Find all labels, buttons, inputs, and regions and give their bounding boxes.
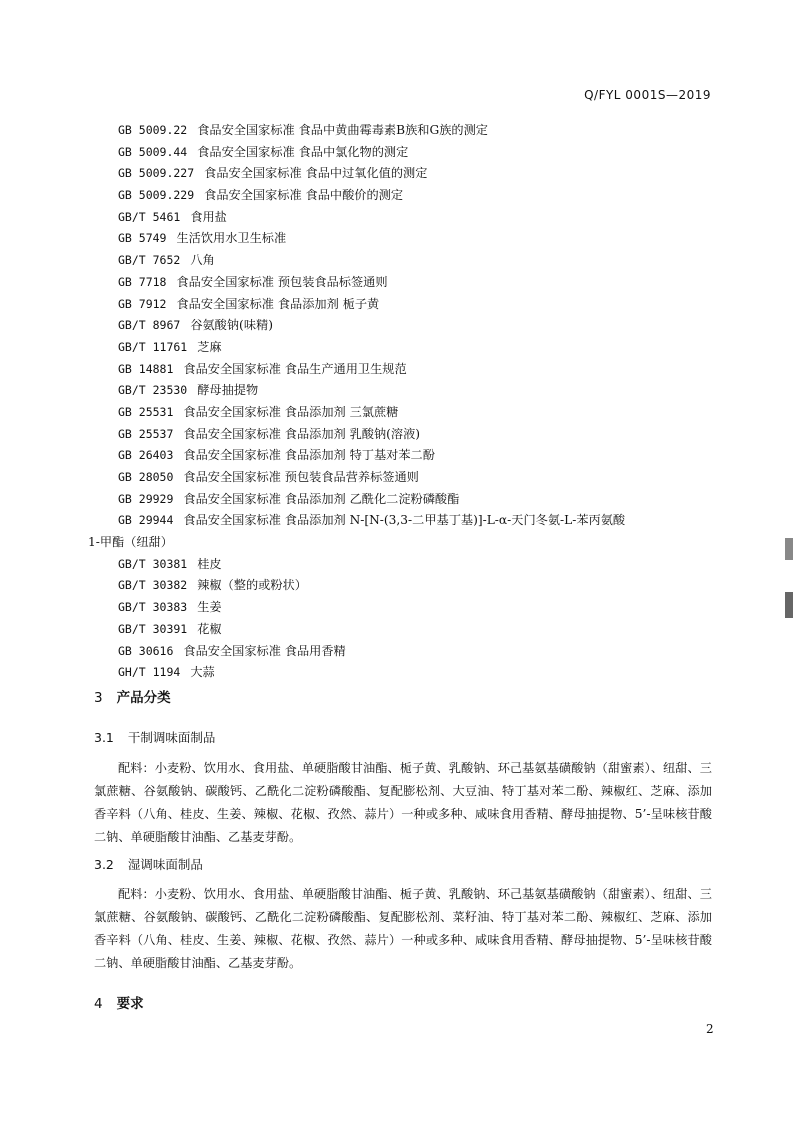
reference-code: GB/T 11761 [118,339,188,354]
reference-title: 食品安全国家标准 预包装食品标签通则 [176,274,388,289]
reference-title: 食品安全国家标准 食品添加剂 三氯蔗糖 [183,404,399,419]
reference-item [118,185,718,207]
normative-references-list [88,120,718,684]
section-4-heading [94,992,144,1012]
reference-code: GB 25537 [118,426,174,441]
reference-item [118,445,718,467]
reference-code: GB 14881 [118,361,174,376]
section-3-1-ingredients: 配料：小麦粉、饮用水、食用盐、单硬脂酸甘油酯、栀子黄、乳酸钠、环己基氨基磺酸钠（甜蜜素）、纽甜、三氯蔗糖、谷氨酸钠、碳酸钙、乙酰化二淀粉磷酸酯、复配膨松剂、大豆油、特丁基对苯二酚、辣椒红、芝麻、添加香辛料（八角、桂皮、生姜、辣椒、花椒、孜然、蒜片）一种或多种、咸味食用香精、酵母抽提物、5’-呈味核苷酸二钠、单硬脂酸甘油酯、乙基麦芽酚。 [94,761,712,844]
reference-code: GB/T 8967 [118,318,181,333]
reference-item [118,424,718,446]
subsection-title: 湿调味面制品 [127,857,203,872]
reference-title: 花椒 [197,621,222,636]
reference-code: GH/T 1194 [118,665,181,680]
document-code: Q/FYL 0001S—2019 [584,88,711,102]
section-title: 要求 [116,996,144,1012]
reference-item [118,597,718,619]
section-title: 产品分类 [116,690,171,706]
reference-code: GB 5009.22 [118,123,188,137]
reference-title: 食品安全国家标准 预包装食品营养标签通则 [183,470,419,484]
section-number: 3 [94,690,103,706]
reference-title: 食品安全国家标准 食品用香精 [183,643,346,658]
reference-title: 食品安全国家标准 食品生产通用卫生规范 [183,361,407,376]
reference-code: GB/T 5461 [118,209,181,224]
reference-item [118,272,718,294]
reference-code: GB 5009.229 [118,188,195,203]
reference-title: 生活饮用水卫生标准 [176,231,287,246]
reference-title: 食品安全国家标准 食品中酸价的测定 [204,188,404,203]
reference-code: GB/T 30383 [118,600,188,615]
reference-title: 食品安全国家标准 食品中过氧化值的测定 [204,166,428,181]
reference-title: 酵母抽提物 [197,383,259,398]
reference-item [118,489,718,511]
reference-item [118,250,718,272]
reference-code: GB 7912 [118,296,167,311]
section-3-1-heading [94,728,215,746]
section-3-heading [94,686,171,706]
reference-title: 食品安全国家标准 食品中黄曲霉毒素B族和G族的测定 [197,123,488,137]
reference-code: GB 29929 [118,491,174,506]
scan-edge-mark [785,538,793,560]
reference-item [118,228,718,250]
reference-code: GB 5009.44 [118,144,188,159]
reference-title: 谷氨酸钠(味精) [190,318,273,333]
reference-code: GB 30616 [118,643,174,658]
reference-code: GB 29944 [118,513,174,528]
reference-code: GB 5009.227 [118,166,195,181]
reference-item [118,359,718,381]
reference-title: 芝麻 [197,339,222,354]
reference-item [118,575,718,597]
reference-title: 生姜 [197,600,222,615]
reference-item [118,315,718,337]
reference-code: GB 26403 [118,448,174,463]
reference-code: GB/T 30381 [118,556,188,571]
subsection-number: 3.1 [94,730,114,745]
reference-item [118,554,718,576]
reference-item [118,402,718,424]
reference-title: 食品安全国家标准 食品添加剂 栀子黄 [176,296,380,311]
reference-title: 食用盐 [190,209,227,224]
reference-item [118,641,718,663]
reference-code: GB/T 7652 [118,253,181,268]
reference-title: 食品安全国家标准 食品添加剂 N-[N-(3,3-二甲基丁基)]-L-α-天门冬氨-L-苯丙氨酸 [183,513,626,528]
reference-code: GB/T 23530 [118,383,188,398]
reference-code: GB 7718 [118,274,167,289]
reference-item [118,662,718,684]
reference-item [118,467,718,489]
reference-title: 1-甲酯（纽甜） [88,535,173,550]
page-number: 2 [706,1022,714,1036]
scan-edge-mark [785,592,793,618]
reference-title: 食品安全国家标准 食品添加剂 乙酰化二淀粉磷酸酯 [183,491,460,506]
reference-code: GB 5749 [118,231,167,246]
reference-code: GB/T 30391 [118,621,188,636]
reference-item [118,120,718,142]
section-number: 4 [94,996,103,1012]
reference-item [118,619,718,641]
section-3-2-ingredients: 配料：小麦粉、饮用水、食用盐、单硬脂酸甘油酯、栀子黄、乳酸钠、环己基氨基磺酸钠（甜蜜素）、纽甜、三氯蔗糖、谷氨酸钠、碳酸钙、乙酰化二淀粉磷酸酯、复配膨松剂、菜籽油、特丁基对苯二酚、辣椒红、芝麻、添加香辛料（八角、桂皮、生姜、辣椒、花椒、孜然、蒜片）一种或多种、咸味食用香精、酵母抽提物、5’-呈味核苷酸二钠、单硬脂酸甘油酯、乙基麦芽酚。 [94,887,712,970]
reference-title: 辣椒（整的或粉状） [197,578,307,593]
section-3-2-heading [94,855,203,873]
reference-code: GB 28050 [118,470,174,484]
reference-code: GB/T 30382 [118,578,188,593]
reference-title: 桂皮 [197,556,222,571]
reference-item [118,207,718,229]
reference-item [118,163,718,185]
reference-title: 食品安全国家标准 食品添加剂 特丁基对苯二酚 [183,448,435,463]
reference-item [88,532,718,554]
reference-item [118,142,718,164]
reference-item [118,337,718,359]
reference-item [118,294,718,316]
reference-title: 八角 [190,253,215,268]
reference-item [118,380,718,402]
reference-title: 食品安全国家标准 食品中氯化物的测定 [197,144,409,159]
reference-title: 大蒜 [190,665,215,680]
subsection-title: 干制调味面制品 [127,730,216,745]
reference-code: GB 25531 [118,404,174,419]
subsection-number: 3.2 [94,857,114,872]
reference-item [118,510,718,532]
reference-title: 食品安全国家标准 食品添加剂 乳酸钠(溶液) [183,426,421,441]
